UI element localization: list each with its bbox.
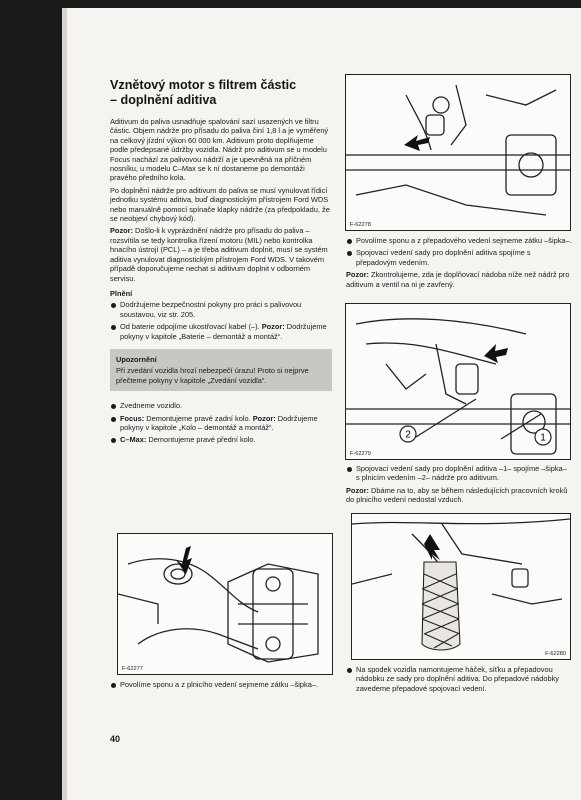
list-item [110,401,332,410]
list-item-text: Od baterie odpojíme ukostřovací kabel (–). [120,322,262,332]
plneni-list [110,300,332,341]
figure-code: F-62277 [122,666,143,672]
section-heading [110,78,332,108]
pozor-label: Pozor: [110,226,133,236]
bullet-icon [111,303,116,308]
overflow-line-illustration [346,75,570,230]
overflow-container-illustration [352,514,570,659]
arrow-icon [404,135,430,151]
figure-overflow-container [351,513,571,660]
list-item [110,300,332,319]
bullet-icon [111,438,116,443]
connect-list [346,464,572,483]
list-item-text: Demontujeme pravé zadní kolo. [144,413,253,423]
svg-text:1: 1 [540,432,546,444]
heading-line1: Vznětový motor s filtrem částic [110,78,297,92]
list-item [346,248,572,267]
list-item [346,236,572,245]
manual-page [62,8,581,800]
right-column-top [346,236,572,292]
list-item-text: Zvedneme vozidlo. [120,401,183,411]
steps-list [110,401,332,445]
pozor-label: Pozor: [346,485,369,495]
list-item-text: Spojovací vedení sady pro doplnění aditiva spojíme s přepadovým vedením. [356,248,531,267]
list-item [110,322,332,341]
list-item-text: Dodržujeme bezpečnostní pokyny pro práci s palivovou soustavou, viz str. 205. [120,300,302,319]
list-item-text: Spojovací vedení sady pro doplnění aditiva –1– spojíme –šipka– s plnicím vedením –2– nádrže pro aditivum. [356,464,567,483]
warning-paragraph [110,226,332,282]
fill-line-illustration [118,534,332,674]
list-item-text: Povolíme sponu a z plnicího vedení sejmeme zátku –šipka–. [120,680,319,689]
warning-title: Upozornění [116,354,157,364]
figure-overflow-line-plug [345,74,571,231]
figure-fill-line-plug [117,533,333,675]
page-edge [62,8,67,800]
list-item-text: Povolíme sponu a z přepadového vedení sejmeme zátku –šipka–. [356,236,572,245]
right-column-middle [346,464,572,508]
callout-2 [400,426,416,442]
pozor-label: Pozor: [346,270,369,280]
figure-connect-lines [345,303,571,460]
left-column [110,78,332,448]
bullet-icon [111,683,116,688]
list-item-text: Dodržujeme pokyny v kapitole „Baterie – demontáž a montáž“. [120,322,327,341]
connect-lines-illustration [346,304,570,459]
pozor-label: Pozor: [261,322,285,332]
bullet-icon [347,239,352,244]
right-column-bottom [346,665,572,696]
list-item [110,680,332,689]
warning-box [110,349,332,391]
pozor-text: Došlo-li k vyprázdnění nádrže pro přísadu do paliva – rozsvítila se tedy kontrolka řízení motoru (MIL) nebo kontrolka hnacího ústrojí (PCL) – a je třeba aditivum doplnit, musí se systém aditiva vynulovat diagnostickým přístrojem Ford WDS. V takovém případě doporučujeme nechat si aditivum doplnit v odborném servisu. [110,226,328,283]
pozor-label: Pozor: [252,413,276,423]
warning-text: Při zvedání vozidla hrozí nebezpečí úrazu! Proto si nejprve přečteme pokyny v kapitole „Zvedání vozidla“. [116,366,309,385]
arrow-icon [484,344,508,363]
page-number: 40 [110,734,121,744]
bullet-icon [347,668,352,673]
intro-paragraph: Aditivum do paliva usnadňuje spalování sazí usazených ve filtru částic. Objem nádrže pro přísadu do paliva činí 1,8 l a je vyměřený na celkový jízdní výkon 60 000 km. Aditivum proto doplňujeme podle předepsané údržby vozidla. Nádrž pro aditivum se u modelu Focus nachází za palivovou nádrží a je upevněná na příčném nosníku, u modelu C–Max se k ní dostaneme po demontáži pravého předního kola. [110,117,329,183]
figure-code: F-62278 [350,222,371,228]
bullet-icon [111,325,116,330]
container-list [346,665,572,693]
list-item-text: Na spodek vozidla namontujeme háček, síťku a přepadovou nádobku ze sady pro doplnění aditiva. Do přepadové nádobky zavedeme přepadové spojovací vedení. [356,665,559,693]
pozor-paragraph [346,270,572,289]
plneni-heading: Plnění [110,288,133,298]
list-item [346,464,572,483]
list-item-text: Dodržujeme pokyny v kapitole „Kolo – demontáž a montáž“. [120,413,318,432]
list-item [110,435,332,444]
list-item-text: Demontujeme pravé přední kolo. [146,435,256,445]
figure-code: F-62279 [350,451,371,457]
model-label: C–Max: [120,435,147,445]
pozor-paragraph [346,486,572,505]
list-item [346,665,572,693]
reset-paragraph: Po doplnění nádrže pro aditivum do paliva se musí vynulovat řídicí jednotku systému aditiva, buď diagnostickým přístrojem Ford WDS nebo manuálně pomocí spínače klapky nádrže (za předpokladu, že se neobjeví chybový kód). [110,185,330,224]
left-column-bottom [110,680,332,692]
overflow-list [346,236,572,267]
arrow-icon [176,546,192,574]
bullet-icon [111,404,116,409]
arrow-icon [424,534,440,560]
svg-text:2: 2 [405,429,411,441]
bullet-icon [347,467,352,472]
callout-1 [535,429,551,445]
bullet-icon [111,417,116,422]
heading-line2: – doplnění aditiva [110,93,217,107]
pozor-text: Dbáme na to, aby se během následujících pracovních kroků do plnicího vedení nedostal vzduch. [346,485,568,505]
final-list [110,680,332,689]
model-label: Focus: [120,413,145,423]
list-item [110,414,332,433]
figure-code: F-62280 [545,651,566,657]
pozor-text: Zkontrolujeme, zda je doplňovací nádoba níže než nádrž pro aditivum a ventil na ni je zavřený. [346,270,570,289]
net-bag [422,562,460,650]
bullet-icon [347,251,352,256]
